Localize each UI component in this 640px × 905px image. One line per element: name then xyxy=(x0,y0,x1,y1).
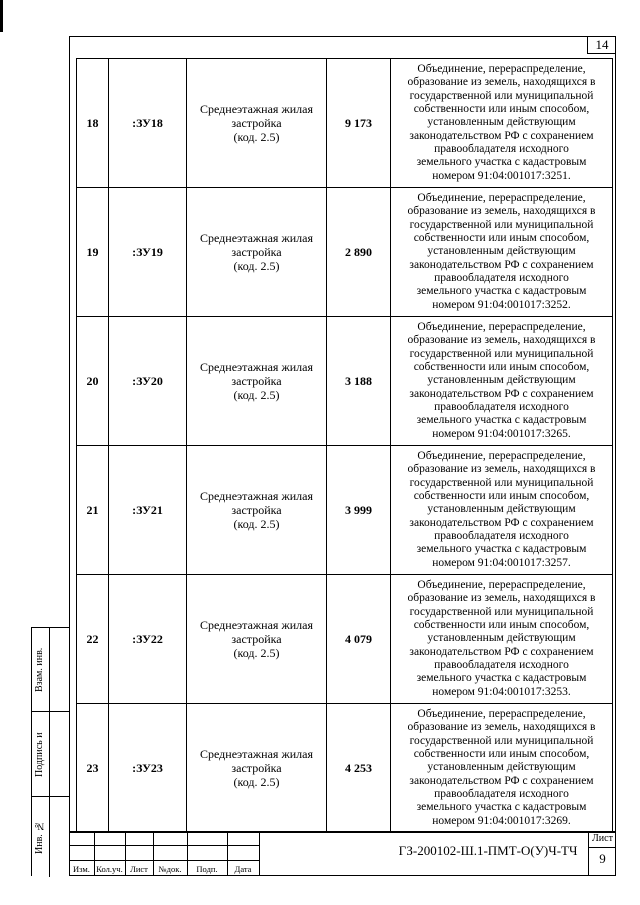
formation-method-line: образование из земель, находящихся в xyxy=(407,463,596,476)
permitted-use xyxy=(187,575,327,704)
row-number: 23 xyxy=(77,704,109,833)
side-strip xyxy=(31,627,69,876)
permitted-use-line: застройка xyxy=(231,503,282,517)
formation-method-line: правообладателя исходного xyxy=(434,271,569,284)
binding-mark xyxy=(0,0,3,32)
formation-method-line: собственности или иным способом, xyxy=(413,103,590,116)
strip-cell-podpis xyxy=(32,712,70,797)
permitted-use-line: застройка xyxy=(231,632,282,646)
row-number: 22 xyxy=(77,575,109,704)
formation-method-line: собственности или иным способом, xyxy=(413,490,590,503)
permitted-use xyxy=(187,446,327,575)
plot-code: :ЗУ21 xyxy=(109,446,187,575)
row-number: 20 xyxy=(77,317,109,446)
table-row xyxy=(77,317,613,446)
title-block xyxy=(69,831,616,876)
row-number: 18 xyxy=(77,59,109,188)
permitted-use-line: застройка xyxy=(231,245,282,259)
formation-method-line: установленным действующим xyxy=(427,374,576,387)
formation-method-line: Объединение, перераспределение, xyxy=(417,450,586,463)
formation-method-line: Объединение, перераспределение, xyxy=(417,708,586,721)
formation-method-line: образование из земель, находящихся в xyxy=(407,205,596,218)
formation-method-line: государственной или муниципальной xyxy=(409,347,594,360)
formation-method-line: законодательством РФ с сохранением xyxy=(409,129,594,142)
permitted-use-line: Среднеэтажная жилая xyxy=(200,489,313,503)
table-row xyxy=(77,704,613,833)
formation-method xyxy=(391,575,613,704)
formation-method-line: законодательством РФ с сохранением xyxy=(409,516,594,529)
formation-method-line: номером 91:04:001017:3269. xyxy=(432,814,571,827)
permitted-use-line: Среднеэтажная жилая xyxy=(200,231,313,245)
permitted-use-line: (код. 2.5) xyxy=(233,130,280,144)
formation-method-line: собственности или иным способом, xyxy=(413,748,590,761)
plot-code: :ЗУ23 xyxy=(109,704,187,833)
formation-method-line: образование из земель, находящихся в xyxy=(407,721,596,734)
plot-code: :ЗУ18 xyxy=(109,59,187,188)
formation-method-line: образование из земель, находящихся в xyxy=(407,76,596,89)
formation-method-line: законодательством РФ с сохранением xyxy=(409,774,594,787)
permitted-use xyxy=(187,704,327,833)
page-number-top: 14 xyxy=(587,36,616,54)
formation-method-line: государственной или муниципальной xyxy=(409,734,594,747)
formation-method-line: государственной или муниципальной xyxy=(409,476,594,489)
formation-method-line: государственной или муниципальной xyxy=(409,89,594,102)
formation-method-line: Объединение, перераспределение, xyxy=(417,192,586,205)
permitted-use-line: Среднеэтажная жилая xyxy=(200,360,313,374)
formation-method-line: земельного участка с кадастровым xyxy=(416,156,587,169)
permitted-use-line: застройка xyxy=(231,116,282,130)
sheet-number: 9 xyxy=(599,851,606,866)
permitted-use-line: Среднеэтажная жилая xyxy=(200,747,313,761)
formation-method-line: установленным действующим xyxy=(427,503,576,516)
strip-cell-vzam xyxy=(32,628,70,712)
plot-area: 2 890 xyxy=(327,188,391,317)
formation-method-line: номером 91:04:001017:3257. xyxy=(432,556,571,569)
formation-method xyxy=(391,188,613,317)
formation-method-line: земельного участка с кадастровым xyxy=(416,414,587,427)
permitted-use-line: застройка xyxy=(231,761,282,775)
plot-area: 9 173 xyxy=(327,59,391,188)
formation-method-line: правообладателя исходного xyxy=(434,787,569,800)
tb-col-kol-uch: Кол.уч. xyxy=(96,864,123,874)
formation-method-line: правообладателя исходного xyxy=(434,529,569,542)
plot-code: :ЗУ22 xyxy=(109,575,187,704)
formation-method xyxy=(391,704,613,833)
permitted-use xyxy=(187,188,327,317)
tb-col-podp: Подп. xyxy=(196,864,218,874)
formation-method-line: установленным действующим xyxy=(427,116,576,129)
formation-method-line: образование из земель, находящихся в xyxy=(407,592,596,605)
formation-method-line: земельного участка с кадастровым xyxy=(416,672,587,685)
formation-method-line: правообладателя исходного xyxy=(434,400,569,413)
plot-code: :ЗУ20 xyxy=(109,317,187,446)
formation-method-line: номером 91:04:001017:3252. xyxy=(432,298,571,311)
label-vzam-inv: Взам. инв. xyxy=(34,647,45,693)
permitted-use-line: (код. 2.5) xyxy=(233,646,280,660)
formation-method-line: правообладателя исходного xyxy=(434,658,569,671)
permitted-use-line: Среднеэтажная жилая xyxy=(200,102,313,116)
label-inv-no: Инв. № xyxy=(34,820,45,854)
plot-area: 3 188 xyxy=(327,317,391,446)
formation-method-line: установленным действующим xyxy=(427,245,576,258)
formation-method-line: земельного участка с кадастровым xyxy=(416,543,587,556)
tb-col-ndok: №док. xyxy=(158,864,182,874)
permitted-use-line: (код. 2.5) xyxy=(233,388,280,402)
formation-method-line: законодательством РФ с сохранением xyxy=(409,645,594,658)
plot-area: 4 253 xyxy=(327,704,391,833)
formation-method-line: номером 91:04:001017:3251. xyxy=(432,169,571,182)
permitted-use-line: (код. 2.5) xyxy=(233,259,280,273)
formation-method-line: Объединение, перераспределение, xyxy=(417,63,586,76)
formation-method-line: земельного участка с кадастровым xyxy=(416,801,587,814)
permitted-use xyxy=(187,59,327,188)
formation-method-line: установленным действующим xyxy=(427,632,576,645)
formation-method-line: законодательством РФ с сохранением xyxy=(409,258,594,271)
formation-method-line: собственности или иным способом, xyxy=(413,361,590,374)
formation-method xyxy=(391,59,613,188)
permitted-use-line: (код. 2.5) xyxy=(233,775,280,789)
plot-area: 4 079 xyxy=(327,575,391,704)
formation-method-line: Объединение, перераспределение, xyxy=(417,321,586,334)
tb-col-izm: Изм. xyxy=(73,864,90,874)
table-row xyxy=(77,575,613,704)
formation-method-line: номером 91:04:001017:3253. xyxy=(432,685,571,698)
formation-method-line: номером 91:04:001017:3265. xyxy=(432,427,571,440)
formation-method-line: Объединение, перераспределение, xyxy=(417,579,586,592)
permitted-use-line: застройка xyxy=(231,374,282,388)
formation-method-line: правообладателя исходного xyxy=(434,142,569,155)
strip-cell-inv xyxy=(32,797,70,877)
formation-method-line: собственности или иным способом, xyxy=(413,232,590,245)
permitted-use xyxy=(187,317,327,446)
tb-col-data: Дата xyxy=(234,864,252,874)
formation-method xyxy=(391,317,613,446)
document-code: ГЗ-200102-Ш.1-ПМТ-О(У)Ч-ТЧ xyxy=(398,843,578,858)
label-podpis: Подпись и xyxy=(34,732,45,777)
plot-area: 3 999 xyxy=(327,446,391,575)
permitted-use-line: Среднеэтажная жилая xyxy=(200,618,313,632)
table-row xyxy=(77,188,613,317)
land-plots-table xyxy=(76,58,613,833)
sheet-label: Лист xyxy=(592,833,613,844)
formation-method-line: установленным действующим xyxy=(427,761,576,774)
formation-method xyxy=(391,446,613,575)
row-number: 21 xyxy=(77,446,109,575)
formation-method-line: образование из земель, находящихся в xyxy=(407,334,596,347)
formation-method-line: законодательством РФ с сохранением xyxy=(409,387,594,400)
formation-method-line: государственной или муниципальной xyxy=(409,218,594,231)
plot-code: :ЗУ19 xyxy=(109,188,187,317)
permitted-use-line: (код. 2.5) xyxy=(233,517,280,531)
formation-method-line: государственной или муниципальной xyxy=(409,605,594,618)
formation-method-line: земельного участка с кадастровым xyxy=(416,285,587,298)
table-row xyxy=(77,59,613,188)
formation-method-line: собственности или иным способом, xyxy=(413,619,590,632)
row-number: 19 xyxy=(77,188,109,317)
table-row xyxy=(77,446,613,575)
tb-col-list: Лист xyxy=(130,864,148,874)
